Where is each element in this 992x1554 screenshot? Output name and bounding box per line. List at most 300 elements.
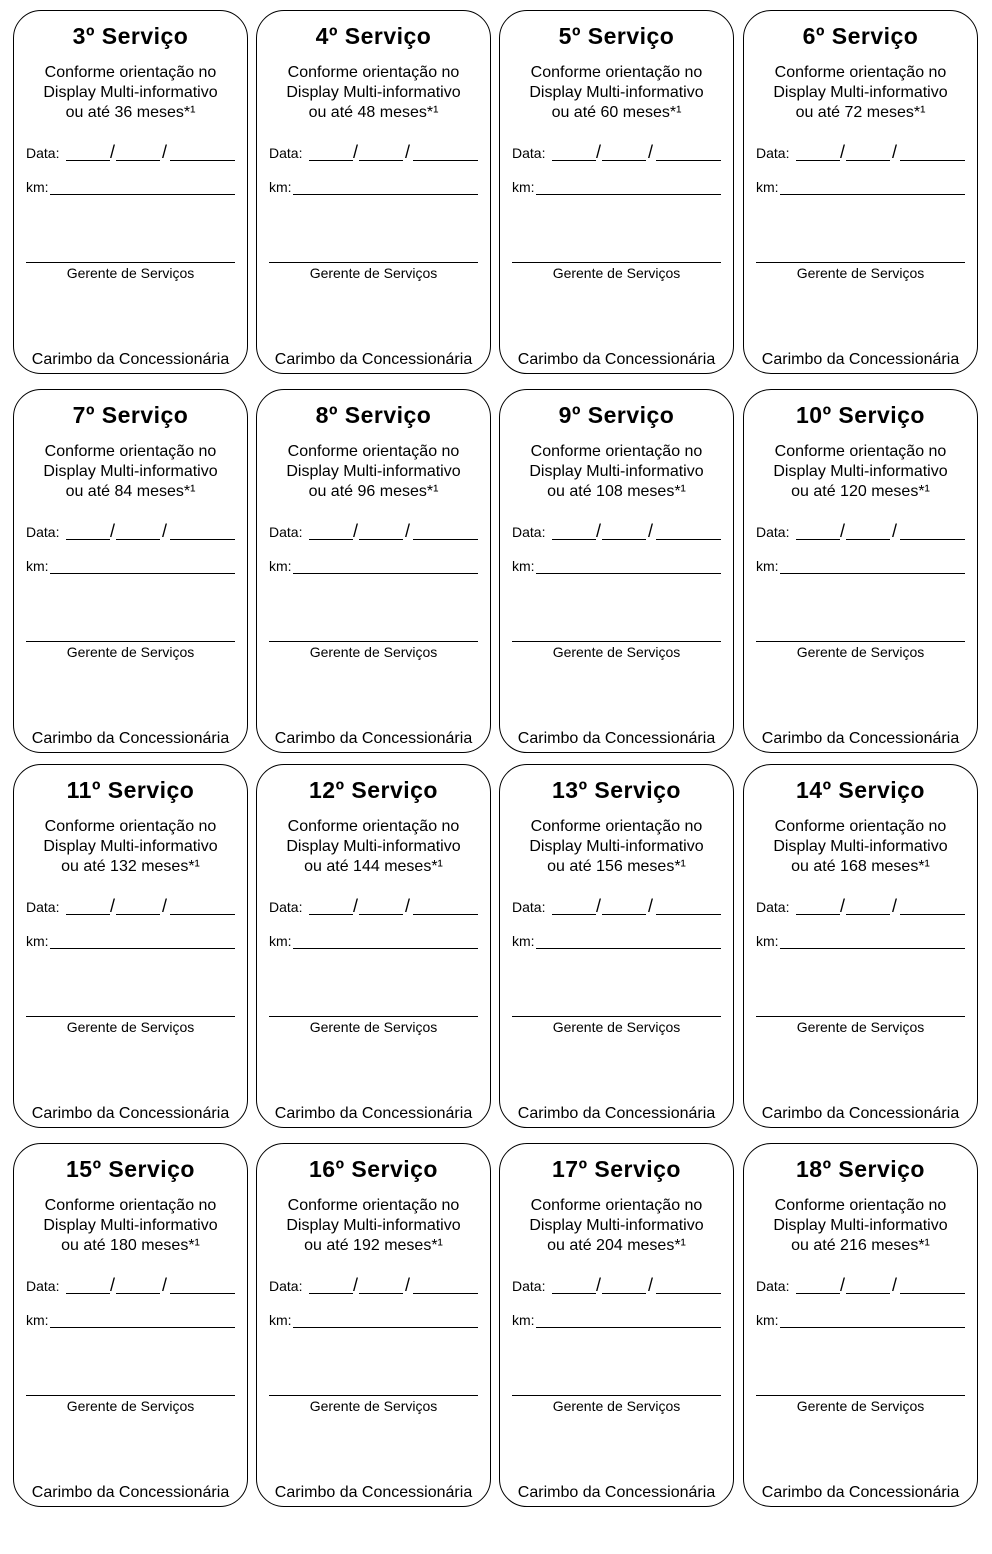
date-field[interactable] (26, 897, 235, 917)
description-line: ou até 216 meses*¹ (791, 1237, 930, 1254)
service-description (500, 817, 733, 877)
signature-label: Gerente de Serviços (552, 1019, 681, 1035)
km-field[interactable] (26, 1310, 235, 1330)
date-day-line[interactable] (552, 914, 596, 915)
service-description (500, 63, 733, 123)
date-month-line[interactable] (602, 914, 646, 915)
km-label: km: (756, 1312, 779, 1328)
service-title: 10º Serviço (796, 402, 925, 428)
km-label: km: (756, 179, 779, 195)
km-line[interactable] (536, 1327, 721, 1328)
date-slash: / (892, 1275, 898, 1295)
service-description (744, 1196, 977, 1256)
date-year-line[interactable] (170, 914, 235, 915)
km-field[interactable] (512, 556, 721, 576)
date-day-line[interactable] (552, 539, 596, 540)
date-month-line[interactable] (602, 1293, 646, 1294)
signature-line[interactable] (756, 262, 965, 263)
service-title: 11º Serviço (66, 777, 195, 803)
description-line: ou até 180 meses*¹ (61, 1237, 200, 1254)
signature-label: Gerente de Serviços (66, 644, 195, 660)
date-label: Data: (756, 145, 790, 161)
km-field[interactable] (26, 556, 235, 576)
km-field[interactable] (756, 556, 965, 576)
km-line[interactable] (50, 573, 235, 574)
service-title: 6º Serviço (802, 23, 919, 49)
date-slash: / (648, 1275, 654, 1295)
signature-line[interactable] (512, 1395, 721, 1396)
service-card (499, 10, 734, 374)
date-field[interactable] (26, 522, 235, 542)
date-month-line[interactable] (846, 160, 890, 161)
description-line: ou até 48 meses*¹ (308, 104, 439, 121)
km-field[interactable] (269, 556, 478, 576)
date-month-line[interactable] (602, 539, 646, 540)
service-card (743, 389, 978, 753)
date-slash: / (840, 1275, 846, 1295)
date-label: Data: (26, 145, 60, 161)
description-line: Conforme orientação no (44, 443, 217, 460)
description-line: Conforme orientação no (530, 443, 703, 460)
description-line: Display Multi-informativo (773, 838, 948, 855)
km-label: km: (512, 179, 535, 195)
date-day-line[interactable] (309, 914, 353, 915)
date-year-line[interactable] (656, 160, 721, 161)
date-field[interactable] (756, 1276, 965, 1296)
km-field[interactable] (756, 177, 965, 197)
service-description (744, 817, 977, 877)
service-description (14, 442, 247, 502)
description-line: Display Multi-informativo (529, 84, 704, 101)
stamp-label: Carimbo da Concessionária (517, 1484, 716, 1501)
description-line: ou até 72 meses*¹ (795, 104, 926, 121)
km-label: km: (26, 1312, 49, 1328)
date-month-line[interactable] (359, 1293, 403, 1294)
stamp-label: Carimbo da Concessionária (274, 1105, 473, 1122)
date-slash: / (840, 521, 846, 541)
km-field[interactable] (512, 1310, 721, 1330)
date-slash: / (110, 521, 116, 541)
service-card (13, 764, 248, 1128)
description-line: Conforme orientação no (287, 443, 460, 460)
date-slash: / (110, 896, 116, 916)
description-line: ou até 204 meses*¹ (547, 1237, 686, 1254)
km-field[interactable] (269, 931, 478, 951)
date-slash: / (892, 142, 898, 162)
km-line[interactable] (50, 1327, 235, 1328)
date-year-line[interactable] (413, 1293, 478, 1294)
date-label: Data: (756, 1278, 790, 1294)
stamp-label: Carimbo da Concessionária (31, 1105, 230, 1122)
signature-line[interactable] (26, 1016, 235, 1017)
stamp-label: Carimbo da Concessionária (274, 730, 473, 747)
description-line: ou até 132 meses*¹ (61, 858, 200, 875)
date-label: Data: (269, 899, 303, 915)
date-slash: / (353, 1275, 359, 1295)
stamp-label: Carimbo da Concessionária (517, 1105, 716, 1122)
signature-line[interactable] (269, 1016, 478, 1017)
service-card (256, 1143, 491, 1507)
signature-label: Gerente de Serviços (796, 1398, 925, 1414)
description-line: Display Multi-informativo (43, 463, 218, 480)
date-slash: / (405, 521, 411, 541)
service-card (13, 389, 248, 753)
signature-line[interactable] (269, 641, 478, 642)
description-line: ou até 168 meses*¹ (791, 858, 930, 875)
km-line[interactable] (293, 573, 478, 574)
service-title: 4º Serviço (315, 23, 432, 49)
km-line[interactable] (780, 573, 965, 574)
service-card (499, 764, 734, 1128)
signature-label: Gerente de Serviços (309, 644, 438, 660)
date-label: Data: (756, 524, 790, 540)
signature-label: Gerente de Serviços (66, 1019, 195, 1035)
date-slash: / (162, 521, 168, 541)
date-day-line[interactable] (66, 539, 110, 540)
date-slash: / (596, 1275, 602, 1295)
description-line: Conforme orientação no (44, 64, 217, 81)
km-label: km: (512, 558, 535, 574)
km-line[interactable] (780, 194, 965, 195)
date-slash: / (840, 142, 846, 162)
description-line: Conforme orientação no (530, 64, 703, 81)
date-day-line[interactable] (796, 914, 840, 915)
date-slash: / (353, 896, 359, 916)
date-month-line[interactable] (116, 1293, 160, 1294)
description-line: Conforme orientação no (44, 1197, 217, 1214)
date-slash: / (110, 1275, 116, 1295)
stamp-label: Carimbo da Concessionária (31, 351, 230, 368)
signature-label: Gerente de Serviços (66, 265, 195, 281)
signature-line[interactable] (756, 641, 965, 642)
date-slash: / (353, 521, 359, 541)
km-label: km: (26, 933, 49, 949)
signature-label: Gerente de Serviços (796, 1019, 925, 1035)
km-field[interactable] (269, 1310, 478, 1330)
km-line[interactable] (293, 194, 478, 195)
description-line: Display Multi-informativo (286, 84, 461, 101)
signature-label: Gerente de Serviços (552, 265, 681, 281)
date-slash: / (596, 896, 602, 916)
date-label: Data: (512, 899, 546, 915)
date-year-line[interactable] (900, 160, 965, 161)
date-field[interactable] (26, 143, 235, 163)
service-title: 5º Serviço (558, 23, 675, 49)
service-card (743, 10, 978, 374)
description-line: Display Multi-informativo (773, 1217, 948, 1234)
service-title: 12º Serviço (309, 777, 438, 803)
km-label: km: (269, 933, 292, 949)
date-day-line[interactable] (552, 160, 596, 161)
date-field[interactable] (269, 1276, 478, 1296)
km-line[interactable] (536, 573, 721, 574)
date-label: Data: (269, 1278, 303, 1294)
date-year-line[interactable] (656, 1293, 721, 1294)
service-description (14, 817, 247, 877)
service-card (256, 389, 491, 753)
description-line: Display Multi-informativo (286, 463, 461, 480)
date-slash: / (162, 1275, 168, 1295)
description-line: Display Multi-informativo (529, 1217, 704, 1234)
description-line: ou até 192 meses*¹ (304, 1237, 443, 1254)
date-year-line[interactable] (170, 1293, 235, 1294)
date-month-line[interactable] (359, 160, 403, 161)
date-slash: / (596, 521, 602, 541)
km-field[interactable] (26, 931, 235, 951)
date-slash: / (648, 896, 654, 916)
service-title: 8º Serviço (315, 402, 432, 428)
date-field[interactable] (269, 143, 478, 163)
date-slash: / (405, 142, 411, 162)
description-line: Display Multi-informativo (286, 838, 461, 855)
date-slash: / (405, 1275, 411, 1295)
signature-line[interactable] (756, 1395, 965, 1396)
km-label: km: (26, 179, 49, 195)
km-label: km: (512, 1312, 535, 1328)
description-line: ou até 108 meses*¹ (547, 483, 686, 500)
description-line: ou até 36 meses*¹ (65, 104, 196, 121)
signature-label: Gerente de Serviços (309, 1398, 438, 1414)
km-field[interactable] (512, 177, 721, 197)
date-slash: / (162, 896, 168, 916)
service-title: 17º Serviço (552, 1156, 681, 1182)
date-slash: / (162, 142, 168, 162)
service-card (256, 764, 491, 1128)
date-field[interactable] (512, 522, 721, 542)
service-description (500, 442, 733, 502)
date-year-line[interactable] (170, 160, 235, 161)
date-field[interactable] (269, 522, 478, 542)
date-label: Data: (512, 1278, 546, 1294)
km-line[interactable] (536, 948, 721, 949)
description-line: Conforme orientação no (287, 64, 460, 81)
stamp-label: Carimbo da Concessionária (761, 1484, 960, 1501)
date-label: Data: (26, 524, 60, 540)
date-label: Data: (512, 145, 546, 161)
date-day-line[interactable] (552, 1293, 596, 1294)
description-line: ou até 96 meses*¹ (308, 483, 439, 500)
signature-line[interactable] (269, 262, 478, 263)
signature-line[interactable] (512, 262, 721, 263)
service-card (499, 1143, 734, 1507)
service-description (257, 63, 490, 123)
signature-line[interactable] (756, 1016, 965, 1017)
date-field[interactable] (512, 143, 721, 163)
description-line: Display Multi-informativo (773, 463, 948, 480)
service-card (743, 764, 978, 1128)
km-line[interactable] (780, 948, 965, 949)
date-label: Data: (269, 145, 303, 161)
description-line: ou até 156 meses*¹ (547, 858, 686, 875)
km-line[interactable] (50, 948, 235, 949)
date-slash: / (353, 142, 359, 162)
date-month-line[interactable] (846, 539, 890, 540)
date-year-line[interactable] (900, 914, 965, 915)
date-year-line[interactable] (170, 539, 235, 540)
km-line[interactable] (293, 1327, 478, 1328)
stamp-label: Carimbo da Concessionária (761, 351, 960, 368)
date-slash: / (840, 896, 846, 916)
service-description (257, 1196, 490, 1256)
date-slash: / (892, 896, 898, 916)
date-month-line[interactable] (116, 539, 160, 540)
date-field[interactable] (756, 143, 965, 163)
service-title: 3º Serviço (72, 23, 189, 49)
date-month-line[interactable] (602, 160, 646, 161)
date-day-line[interactable] (66, 160, 110, 161)
signature-label: Gerente de Serviços (309, 265, 438, 281)
service-description (14, 63, 247, 123)
service-title: 15º Serviço (66, 1156, 195, 1182)
km-field[interactable] (756, 931, 965, 951)
service-description (257, 817, 490, 877)
date-year-line[interactable] (900, 539, 965, 540)
description-line: Display Multi-informativo (529, 463, 704, 480)
date-slash: / (648, 142, 654, 162)
description-line: ou até 120 meses*¹ (791, 483, 930, 500)
km-field[interactable] (26, 177, 235, 197)
signature-label: Gerente de Serviços (552, 1398, 681, 1414)
signature-line[interactable] (26, 1395, 235, 1396)
signature-label: Gerente de Serviços (66, 1398, 195, 1414)
km-line[interactable] (536, 194, 721, 195)
description-line: Conforme orientação no (287, 818, 460, 835)
km-label: km: (756, 933, 779, 949)
service-description (500, 1196, 733, 1256)
stamp-label: Carimbo da Concessionária (761, 730, 960, 747)
description-line: ou até 84 meses*¹ (65, 483, 196, 500)
description-line: Display Multi-informativo (286, 1217, 461, 1234)
km-line[interactable] (780, 1327, 965, 1328)
signature-line[interactable] (26, 262, 235, 263)
date-day-line[interactable] (309, 1293, 353, 1294)
description-line: Display Multi-informativo (529, 838, 704, 855)
date-label: Data: (512, 524, 546, 540)
km-field[interactable] (512, 931, 721, 951)
date-field[interactable] (26, 1276, 235, 1296)
service-card (499, 389, 734, 753)
description-line: Conforme orientação no (287, 1197, 460, 1214)
description-line: ou até 60 meses*¹ (551, 104, 682, 121)
description-line: Conforme orientação no (774, 64, 947, 81)
description-line: Display Multi-informativo (43, 838, 218, 855)
service-card (256, 10, 491, 374)
description-line: Conforme orientação no (44, 818, 217, 835)
signature-line[interactable] (269, 1395, 478, 1396)
date-month-line[interactable] (846, 1293, 890, 1294)
km-label: km: (269, 179, 292, 195)
date-slash: / (405, 896, 411, 916)
date-month-line[interactable] (116, 160, 160, 161)
date-day-line[interactable] (66, 1293, 110, 1294)
service-card (743, 1143, 978, 1507)
date-month-line[interactable] (846, 914, 890, 915)
description-line: Display Multi-informativo (43, 84, 218, 101)
date-year-line[interactable] (656, 914, 721, 915)
signature-line[interactable] (512, 1016, 721, 1017)
date-year-line[interactable] (900, 1293, 965, 1294)
stamp-label: Carimbo da Concessionária (31, 730, 230, 747)
date-label: Data: (269, 524, 303, 540)
date-day-line[interactable] (796, 539, 840, 540)
signature-label: Gerente de Serviços (796, 265, 925, 281)
service-description (744, 442, 977, 502)
km-label: km: (756, 558, 779, 574)
date-month-line[interactable] (116, 914, 160, 915)
service-title: 9º Serviço (558, 402, 675, 428)
date-day-line[interactable] (309, 160, 353, 161)
service-card (13, 1143, 248, 1507)
km-field[interactable] (756, 1310, 965, 1330)
signature-label: Gerente de Serviços (552, 644, 681, 660)
description-line: Conforme orientação no (530, 818, 703, 835)
date-label: Data: (26, 1278, 60, 1294)
description-line: Conforme orientação no (774, 818, 947, 835)
description-line: Conforme orientação no (530, 1197, 703, 1214)
description-line: Conforme orientação no (774, 1197, 947, 1214)
date-day-line[interactable] (796, 160, 840, 161)
service-description (257, 442, 490, 502)
date-year-line[interactable] (413, 160, 478, 161)
signature-line[interactable] (26, 641, 235, 642)
km-line[interactable] (50, 194, 235, 195)
date-field[interactable] (512, 897, 721, 917)
date-day-line[interactable] (309, 539, 353, 540)
date-day-line[interactable] (796, 1293, 840, 1294)
stamp-label: Carimbo da Concessionária (517, 730, 716, 747)
date-slash: / (648, 521, 654, 541)
description-line: ou até 144 meses*¹ (304, 858, 443, 875)
date-label: Data: (26, 899, 60, 915)
date-month-line[interactable] (359, 539, 403, 540)
date-field[interactable] (269, 897, 478, 917)
description-line: Display Multi-informativo (43, 1217, 218, 1234)
signature-line[interactable] (512, 641, 721, 642)
service-title: 13º Serviço (552, 777, 681, 803)
date-year-line[interactable] (413, 914, 478, 915)
date-field[interactable] (756, 897, 965, 917)
service-title: 7º Serviço (72, 402, 189, 428)
service-title: 18º Serviço (796, 1156, 925, 1182)
km-line[interactable] (293, 948, 478, 949)
signature-label: Gerente de Serviços (309, 1019, 438, 1035)
date-field[interactable] (756, 522, 965, 542)
date-slash: / (110, 142, 116, 162)
stamp-label: Carimbo da Concessionária (31, 1484, 230, 1501)
service-card (13, 10, 248, 374)
stamp-label: Carimbo da Concessionária (761, 1105, 960, 1122)
km-field[interactable] (269, 177, 478, 197)
stamp-label: Carimbo da Concessionária (274, 351, 473, 368)
date-field[interactable] (512, 1276, 721, 1296)
km-label: km: (269, 1312, 292, 1328)
date-month-line[interactable] (359, 914, 403, 915)
service-title: 16º Serviço (309, 1156, 438, 1182)
km-label: km: (269, 558, 292, 574)
date-year-line[interactable] (413, 539, 478, 540)
stamp-label: Carimbo da Concessionária (517, 351, 716, 368)
km-label: km: (512, 933, 535, 949)
date-day-line[interactable] (66, 914, 110, 915)
service-title: 14º Serviço (796, 777, 925, 803)
signature-label: Gerente de Serviços (796, 644, 925, 660)
service-description (14, 1196, 247, 1256)
date-label: Data: (756, 899, 790, 915)
description-line: Conforme orientação no (774, 443, 947, 460)
description-line: Display Multi-informativo (773, 84, 948, 101)
date-year-line[interactable] (656, 539, 721, 540)
stamp-label: Carimbo da Concessionária (274, 1484, 473, 1501)
